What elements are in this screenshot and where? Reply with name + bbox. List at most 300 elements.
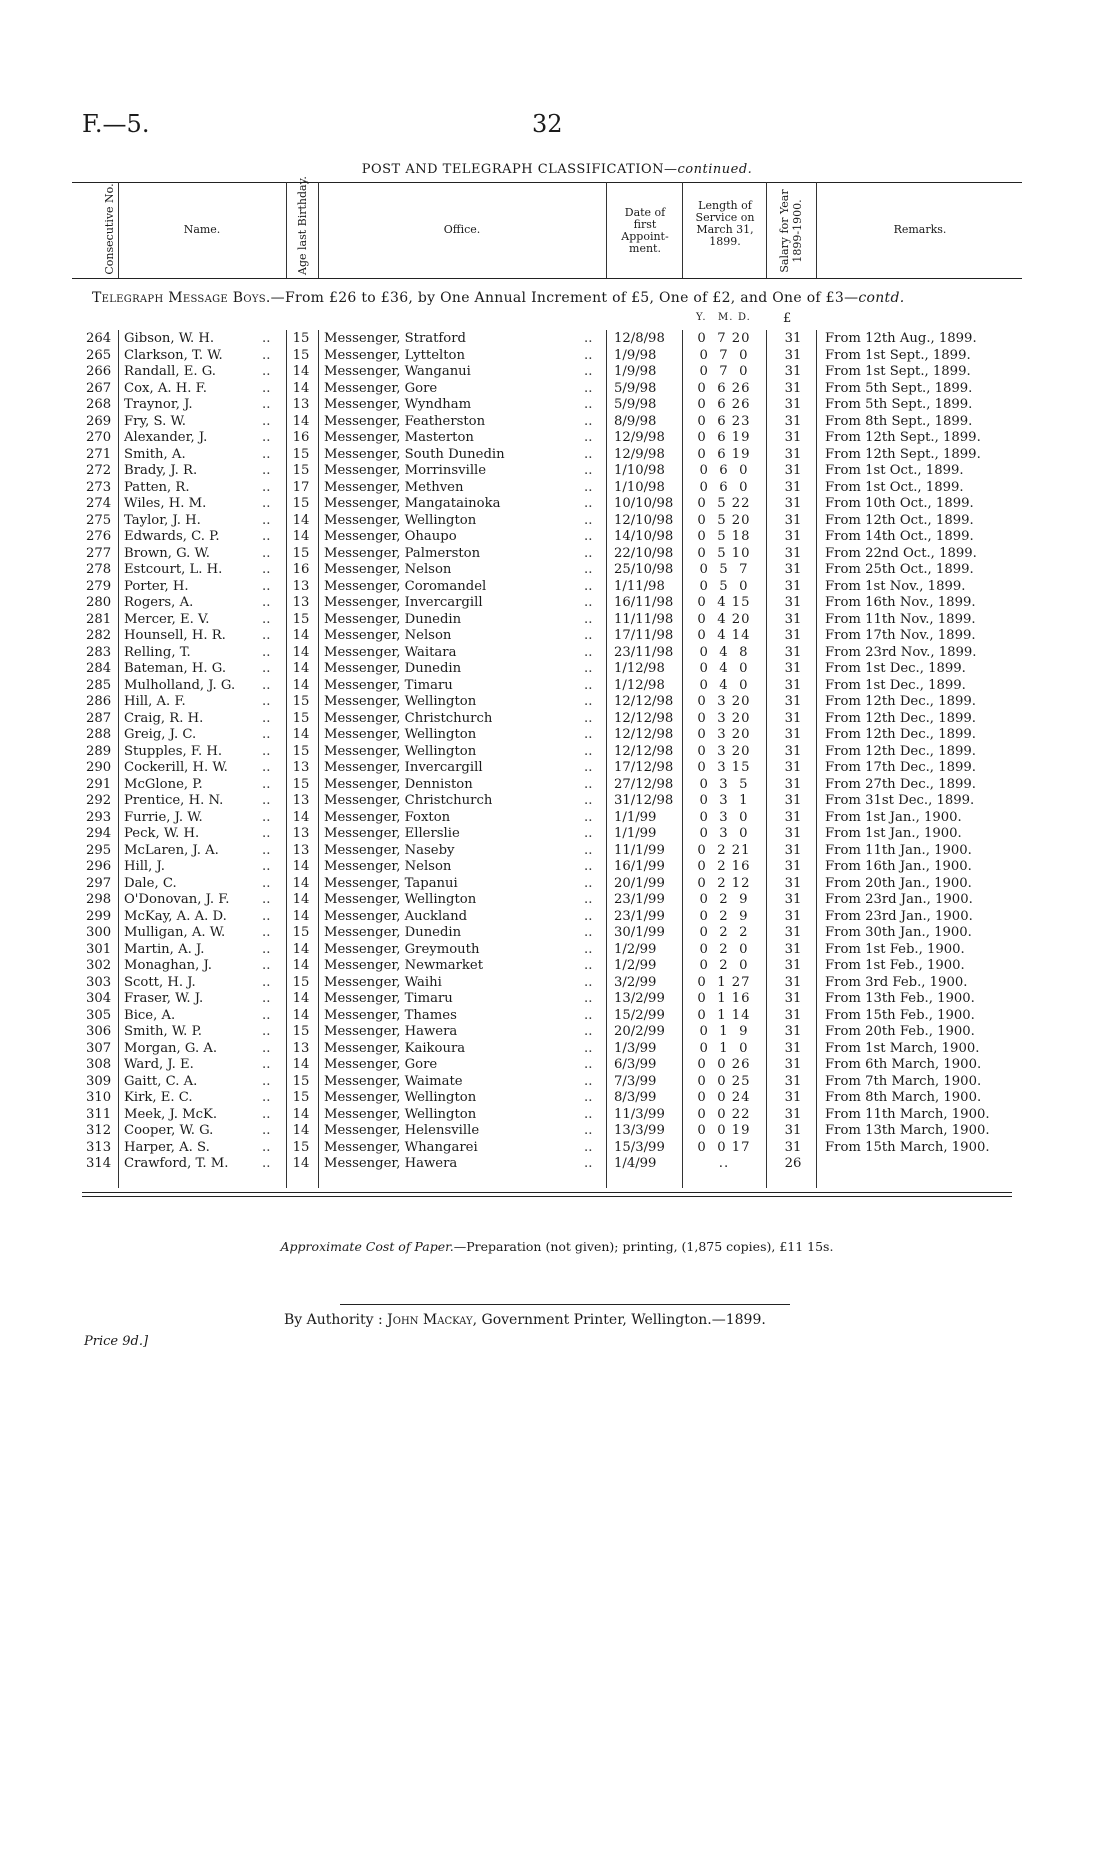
header-bottom-rule — [72, 278, 1022, 279]
name-cell: Rogers, A. — [124, 595, 194, 610]
remarks-cell: From 1st Sept., 1899. — [825, 347, 971, 363]
remarks-cell: From 23rd Nov., 1899. — [825, 644, 977, 660]
leader-dots: .. — [262, 925, 271, 940]
col-header-office: Office. — [443, 223, 481, 236]
leader-dots: .. — [262, 1106, 271, 1122]
name-cell: Fry, S. W. — [124, 413, 186, 429]
salary-cell: 31 — [784, 380, 802, 396]
date-first-appointment-cell: 30/1/99 — [614, 925, 665, 940]
age-cell: 14 — [292, 628, 310, 643]
length-of-service-cell: 0 5 18 — [697, 529, 751, 544]
name-cell: Ward, J. E. — [124, 1057, 194, 1072]
name-cell: Dale, C. — [124, 875, 177, 891]
leader-dots: .. — [584, 1123, 593, 1138]
date-first-appointment-cell: 1/10/98 — [614, 463, 665, 478]
length-of-service-cell: 0 5 22 — [697, 496, 751, 511]
table-row — [0, 990, 1114, 1007]
office-cell: Messenger, Hawera — [324, 1024, 458, 1039]
salary-cell: 31 — [784, 694, 802, 709]
remarks-cell: From 1st Dec., 1899. — [825, 677, 966, 693]
office-cell: Messenger, Whangarei — [324, 1139, 478, 1155]
age-cell: 14 — [292, 413, 310, 429]
date-first-appointment-cell: 23/1/99 — [614, 908, 665, 924]
printer-name: John Mackay — [387, 1312, 473, 1328]
date-first-appointment-cell: 12/8/98 — [614, 331, 665, 346]
remarks-cell: From 16th Nov., 1899. — [825, 595, 976, 610]
salary-cell: 31 — [784, 529, 802, 544]
leader-dots: .. — [262, 875, 271, 891]
name-cell: Hill, A. F. — [124, 694, 186, 709]
remarks-cell: From 23rd Jan., 1900. — [825, 908, 973, 924]
office-cell: Messenger, Denniston — [324, 776, 473, 792]
age-cell: 15 — [292, 463, 310, 478]
date-first-appointment-cell: 12/12/98 — [614, 710, 674, 726]
name-cell: Martin, A. J. — [124, 941, 205, 957]
name-cell: Brady, J. R. — [124, 463, 198, 478]
age-cell: 14 — [292, 644, 310, 660]
length-of-service-cell: 0 6 23 — [697, 413, 751, 429]
consecutive-no-cell: 270 — [86, 430, 112, 445]
salary-cell: 31 — [784, 628, 802, 643]
table-row — [0, 561, 1114, 578]
leader-dots: .. — [262, 727, 271, 742]
remarks-cell: From 1st Nov., 1899. — [825, 578, 966, 594]
consecutive-no-cell: 281 — [86, 611, 112, 627]
salary-cell: 31 — [784, 397, 802, 412]
office-cell: Messenger, Lyttelton — [324, 347, 465, 363]
remarks-cell: From 17th Nov., 1899. — [825, 628, 976, 643]
age-cell: 13 — [292, 595, 310, 610]
leader-dots: .. — [262, 826, 271, 841]
date-first-appointment-cell: 1/12/98 — [614, 677, 665, 693]
leader-dots: .. — [584, 661, 593, 676]
length-of-service-cell: 0 2 0 — [699, 941, 749, 957]
leader-dots: .. — [262, 595, 271, 610]
leader-dots: .. — [584, 941, 593, 957]
office-cell: Messenger, Wellington — [324, 1090, 477, 1105]
date-first-appointment-cell: 1/4/99 — [614, 1156, 657, 1171]
table-row — [0, 330, 1114, 347]
leader-dots: .. — [262, 545, 271, 561]
months-subheader: M. — [718, 312, 734, 323]
consecutive-no-cell: 313 — [86, 1139, 112, 1155]
section-label: Telegraph Message Boys. — [92, 290, 271, 306]
leader-dots: .. — [584, 991, 593, 1006]
name-cell: McLaren, J. A. — [124, 842, 219, 858]
length-of-service-cell: 0 0 24 — [697, 1090, 751, 1105]
remarks-cell: From 1st Feb., 1900. — [825, 941, 965, 957]
salary-cell: 31 — [784, 677, 802, 693]
age-cell: 15 — [292, 331, 310, 346]
leader-dots: .. — [584, 859, 593, 874]
table-row — [0, 660, 1114, 677]
remarks-cell: From 8th Sept., 1899. — [825, 413, 973, 429]
cost-label: Approximate Cost of Paper. — [280, 1239, 454, 1254]
date-first-appointment-cell: 20/1/99 — [614, 875, 665, 891]
remarks-cell: From 1st Jan., 1900. — [825, 826, 962, 841]
leader-dots: .. — [262, 1007, 271, 1023]
leader-dots: .. — [584, 776, 593, 792]
remarks-cell: From 27th Dec., 1899. — [825, 776, 976, 792]
leader-dots: .. — [584, 1057, 593, 1072]
leader-dots: .. — [584, 364, 593, 379]
office-cell: Messenger, Nelson — [324, 859, 452, 874]
remarks-cell: From 14th Oct., 1899. — [825, 529, 974, 544]
date-first-appointment-cell: 1/11/98 — [614, 578, 665, 594]
leader-dots: .. — [262, 974, 271, 990]
date-first-appointment-cell: 25/10/98 — [614, 562, 674, 577]
date-first-appointment-cell: 15/3/99 — [614, 1139, 665, 1155]
office-cell: Messenger, South Dunedin — [324, 446, 505, 462]
header-divider — [682, 182, 683, 278]
table-row — [0, 809, 1114, 826]
age-cell: 14 — [292, 908, 310, 924]
date-first-appointment-cell: 6/3/99 — [614, 1057, 657, 1072]
office-cell: Messenger, Timaru — [324, 991, 453, 1006]
table-row — [0, 825, 1114, 842]
office-cell: Messenger, Ohaupo — [324, 529, 457, 544]
remarks-cell: From 11th Jan., 1900. — [825, 842, 972, 858]
age-cell: 14 — [292, 958, 310, 973]
leader-dots: .. — [584, 908, 593, 924]
table-row — [0, 347, 1114, 364]
name-cell: Smith, W. P. — [124, 1024, 202, 1039]
name-cell: Meek, J. McK. — [124, 1106, 218, 1122]
length-of-service-cell: 0 4 0 — [699, 677, 749, 693]
approximate-cost-note — [0, 1239, 1114, 1254]
date-first-appointment-cell: 1/2/99 — [614, 958, 657, 973]
consecutive-no-cell: 268 — [86, 397, 112, 412]
age-cell: 14 — [292, 529, 310, 544]
name-cell: Cox, A. H. F. — [124, 380, 207, 396]
table-row — [0, 842, 1114, 859]
leader-dots: .. — [262, 463, 271, 478]
office-cell: Messenger, Wellington — [324, 727, 477, 742]
salary-cell: 31 — [784, 826, 802, 841]
remarks-cell: From 16th Jan., 1900. — [825, 859, 972, 874]
office-cell: Messenger, Nelson — [324, 628, 452, 643]
consecutive-no-cell: 272 — [86, 463, 112, 478]
leader-dots: .. — [262, 859, 271, 874]
leader-dots: .. — [262, 364, 271, 379]
leader-dots: .. — [584, 809, 593, 825]
consecutive-no-cell: 296 — [86, 859, 112, 874]
salary-cell: 31 — [784, 1123, 802, 1138]
consecutive-no-cell: 277 — [86, 545, 112, 561]
remarks-cell: From 12th Dec., 1899. — [825, 743, 976, 759]
length-of-service-cell: 0 6 26 — [697, 397, 751, 412]
salary-cell: 31 — [784, 776, 802, 792]
length-of-service-cell: 0 3 0 — [699, 809, 749, 825]
title-main: POST AND TELEGRAPH CLASSIFICATION— — [361, 162, 678, 177]
date-first-appointment-cell: 7/3/99 — [614, 1073, 657, 1089]
header-divider — [816, 182, 817, 278]
table-row — [0, 413, 1114, 430]
leader-dots: .. — [262, 958, 271, 973]
length-of-service-cell: 0 5 10 — [697, 545, 751, 561]
salary-cell: 31 — [784, 578, 802, 594]
age-cell: 14 — [292, 941, 310, 957]
salary-cell: 31 — [784, 1073, 802, 1089]
name-cell: Stupples, F. H. — [124, 743, 223, 759]
age-cell: 13 — [292, 397, 310, 412]
consecutive-no-cell: 283 — [86, 644, 112, 660]
leader-dots: .. — [262, 446, 271, 462]
leader-dots: .. — [262, 842, 271, 858]
leader-dots: .. — [262, 628, 271, 643]
age-cell: 14 — [292, 1156, 310, 1171]
table-row — [0, 1139, 1114, 1156]
table-row — [0, 1122, 1114, 1139]
length-of-service-cell: .. — [718, 1156, 730, 1171]
age-cell: 14 — [292, 1106, 310, 1122]
age-cell: 16 — [292, 430, 310, 445]
col-header-date-first-appointment: Date of first Appoint-ment. — [621, 206, 669, 255]
remarks-cell: From 30th Jan., 1900. — [825, 925, 972, 940]
salary-cell: 31 — [784, 331, 802, 346]
office-cell: Messenger, Wyndham — [324, 397, 472, 412]
col-header-name: Name. — [183, 223, 221, 236]
name-cell: Mercer, E. V. — [124, 611, 210, 627]
date-first-appointment-cell: 8/9/98 — [614, 413, 657, 429]
consecutive-no-cell: 273 — [86, 479, 112, 495]
salary-cell: 31 — [784, 562, 802, 577]
table-row — [0, 396, 1114, 413]
table-bottom-rule-2 — [82, 1196, 1012, 1197]
remarks-cell: From 3rd Feb., 1900. — [825, 974, 968, 990]
consecutive-no-cell: 291 — [86, 776, 112, 792]
name-cell: Patten, R. — [124, 479, 190, 495]
header-divider — [318, 182, 319, 278]
remarks-cell: From 10th Oct., 1899. — [825, 496, 974, 511]
consecutive-no-cell: 280 — [86, 595, 112, 610]
office-cell: Messenger, Methven — [324, 479, 464, 495]
table-row — [0, 1040, 1114, 1057]
length-of-service-cell: 0 2 0 — [699, 958, 749, 973]
date-first-appointment-cell: 23/11/98 — [614, 644, 674, 660]
table-row — [0, 726, 1114, 743]
length-of-service-cell: 0 3 0 — [699, 826, 749, 841]
name-cell: Cooper, W. G. — [124, 1123, 214, 1138]
length-of-service-cell: 0 5 0 — [699, 578, 749, 594]
salary-cell: 31 — [784, 446, 802, 462]
table-row — [0, 495, 1114, 512]
remarks-cell: From 17th Dec., 1899. — [825, 760, 976, 775]
section-heading — [92, 290, 905, 306]
name-cell: Wiles, H. M. — [124, 496, 207, 511]
col-header-salary: Salary for Year 1899-1900. — [778, 189, 804, 273]
date-first-appointment-cell: 14/10/98 — [614, 529, 674, 544]
age-cell: 15 — [292, 446, 310, 462]
name-cell: Clarkson, T. W. — [124, 347, 223, 363]
table-row — [0, 875, 1114, 892]
age-cell: 14 — [292, 1123, 310, 1138]
remarks-cell: From 1st Sept., 1899. — [825, 364, 971, 379]
name-cell: Crawford, T. M. — [124, 1156, 229, 1171]
salary-cell: 31 — [784, 512, 802, 528]
leader-dots: .. — [584, 677, 593, 693]
salary-cell: 31 — [784, 479, 802, 495]
leader-dots: .. — [584, 644, 593, 660]
consecutive-no-cell: 303 — [86, 974, 112, 990]
salary-cell: 31 — [784, 1090, 802, 1105]
age-cell: 13 — [292, 793, 310, 808]
salary-cell: 31 — [784, 908, 802, 924]
remarks-cell: From 22nd Oct., 1899. — [825, 545, 977, 561]
leader-dots: .. — [584, 545, 593, 561]
date-first-appointment-cell: 1/1/99 — [614, 809, 657, 825]
leader-dots: .. — [262, 413, 271, 429]
leader-dots: .. — [262, 694, 271, 709]
consecutive-no-cell: 298 — [86, 892, 112, 907]
leader-dots: .. — [262, 644, 271, 660]
consecutive-no-cell: 267 — [86, 380, 112, 396]
length-of-service-cell: 0 0 17 — [697, 1139, 751, 1155]
remarks-cell: From 12th Sept., 1899. — [825, 430, 981, 445]
age-cell: 14 — [292, 1057, 310, 1072]
length-of-service-cell: 0 5 7 — [699, 562, 749, 577]
table-top-rule — [72, 182, 1022, 183]
remarks-cell: From 1st Jan., 1900. — [825, 809, 962, 825]
remarks-cell: From 20th Jan., 1900. — [825, 875, 972, 891]
length-of-service-cell: 0 0 26 — [697, 1057, 751, 1072]
table-row — [0, 908, 1114, 925]
table-row — [0, 1023, 1114, 1040]
name-cell: Edwards, C. P. — [124, 529, 220, 544]
name-cell: Scott, H. J. — [124, 974, 196, 990]
name-cell: Hounsell, H. R. — [124, 628, 226, 643]
age-cell: 15 — [292, 1090, 310, 1105]
office-cell: Messenger, Stratford — [324, 331, 466, 346]
leader-dots: .. — [584, 1139, 593, 1155]
name-cell: McGlone, P. — [124, 776, 203, 792]
leader-dots: .. — [262, 1057, 271, 1072]
leader-dots: .. — [262, 430, 271, 445]
authority-imprint — [284, 1312, 766, 1328]
leader-dots: .. — [584, 1024, 593, 1039]
authority-suffix: , Government Printer, Wellington.—1899. — [472, 1312, 766, 1328]
remarks-cell: From 13th March, 1900. — [825, 1123, 990, 1138]
age-cell: 14 — [292, 512, 310, 528]
leader-dots: .. — [584, 430, 593, 445]
leader-dots: .. — [584, 331, 593, 346]
length-of-service-cell: 0 1 9 — [699, 1024, 749, 1039]
table-row — [0, 446, 1114, 463]
col-header-remarks: Remarks. — [893, 223, 947, 236]
table-row — [0, 627, 1114, 644]
age-cell: 15 — [292, 611, 310, 627]
office-cell: Messenger, Thames — [324, 1007, 457, 1023]
salary-cell: 31 — [784, 644, 802, 660]
office-cell: Messenger, Greymouth — [324, 941, 480, 957]
office-cell: Messenger, Masterton — [324, 430, 474, 445]
age-cell: 13 — [292, 842, 310, 858]
date-first-appointment-cell: 16/11/98 — [614, 595, 674, 610]
price-note: Price 9d.] — [84, 1334, 149, 1349]
length-of-service-cell: 0 3 15 — [697, 760, 751, 775]
salary-cell: 31 — [784, 1057, 802, 1072]
name-cell: Mulholland, J. G. — [124, 677, 236, 693]
salary-cell: 31 — [784, 760, 802, 775]
age-cell: 15 — [292, 925, 310, 940]
age-cell: 14 — [292, 991, 310, 1006]
salary-cell: 31 — [784, 1024, 802, 1039]
date-first-appointment-cell: 1/9/98 — [614, 364, 657, 379]
length-of-service-cell: 0 2 21 — [697, 842, 751, 858]
consecutive-no-cell: 274 — [86, 496, 112, 511]
salary-cell: 31 — [784, 727, 802, 742]
office-cell: Messenger, Invercargill — [324, 595, 483, 610]
age-cell: 15 — [292, 694, 310, 709]
length-of-service-cell: 0 0 25 — [697, 1073, 751, 1089]
length-of-service-cell: 0 2 16 — [697, 859, 751, 874]
office-cell: Messenger, Featherston — [324, 413, 486, 429]
table-row — [0, 957, 1114, 974]
age-cell: 13 — [292, 1040, 310, 1056]
leader-dots: .. — [584, 479, 593, 495]
leader-dots: .. — [584, 694, 593, 709]
age-cell: 14 — [292, 364, 310, 379]
length-of-service-cell: 0 5 20 — [697, 512, 751, 528]
length-of-service-cell: 0 1 0 — [699, 1040, 749, 1056]
leader-dots: .. — [584, 826, 593, 841]
table-row — [0, 545, 1114, 562]
consecutive-no-cell: 301 — [86, 941, 112, 957]
page-title — [0, 162, 1114, 177]
name-cell: Prentice, H. N. — [124, 793, 224, 808]
office-cell: Messenger, Morrinsville — [324, 463, 487, 478]
date-first-appointment-cell: 23/1/99 — [614, 892, 665, 907]
date-first-appointment-cell: 11/11/98 — [614, 611, 674, 627]
table-row — [0, 363, 1114, 380]
length-of-service-cell: 0 2 9 — [699, 908, 749, 924]
office-cell: Messenger, Tapanui — [324, 875, 458, 891]
date-first-appointment-cell: 1/1/99 — [614, 826, 657, 841]
salary-cell: 31 — [784, 595, 802, 610]
office-cell: Messenger, Waimate — [324, 1073, 463, 1089]
office-cell: Messenger, Palmerston — [324, 545, 481, 561]
leader-dots: .. — [584, 892, 593, 907]
table-row — [0, 1007, 1114, 1024]
salary-cell: 31 — [784, 793, 802, 808]
length-of-service-cell: 0 6 0 — [699, 479, 749, 495]
office-cell: Messenger, Dunedin — [324, 661, 462, 676]
salary-cell: 31 — [784, 991, 802, 1006]
name-cell: Morgan, G. A. — [124, 1040, 218, 1056]
consecutive-no-cell: 306 — [86, 1024, 112, 1039]
consecutive-no-cell: 285 — [86, 677, 112, 693]
consecutive-no-cell: 275 — [86, 512, 112, 528]
authority-prefix: By Authority : — [284, 1312, 388, 1328]
length-of-service-cell: 0 3 20 — [697, 727, 751, 742]
header-divider — [118, 182, 119, 278]
remarks-cell: From 5th Sept., 1899. — [825, 397, 973, 412]
name-cell: Kirk, E. C. — [124, 1090, 193, 1105]
consecutive-no-cell: 266 — [86, 364, 112, 379]
consecutive-no-cell: 288 — [86, 727, 112, 742]
leader-dots: .. — [262, 991, 271, 1006]
office-cell: Messenger, Newmarket — [324, 958, 484, 973]
length-of-service-cell: 0 1 27 — [697, 974, 751, 990]
leader-dots: .. — [262, 941, 271, 957]
office-cell: Messenger, Wellington — [324, 512, 477, 528]
date-first-appointment-cell: 8/3/99 — [614, 1090, 657, 1105]
date-first-appointment-cell: 1/2/99 — [614, 941, 657, 957]
office-cell: Messenger, Naseby — [324, 842, 455, 858]
consecutive-no-cell: 264 — [86, 331, 112, 346]
salary-cell: 31 — [784, 1007, 802, 1023]
table-row — [0, 528, 1114, 545]
